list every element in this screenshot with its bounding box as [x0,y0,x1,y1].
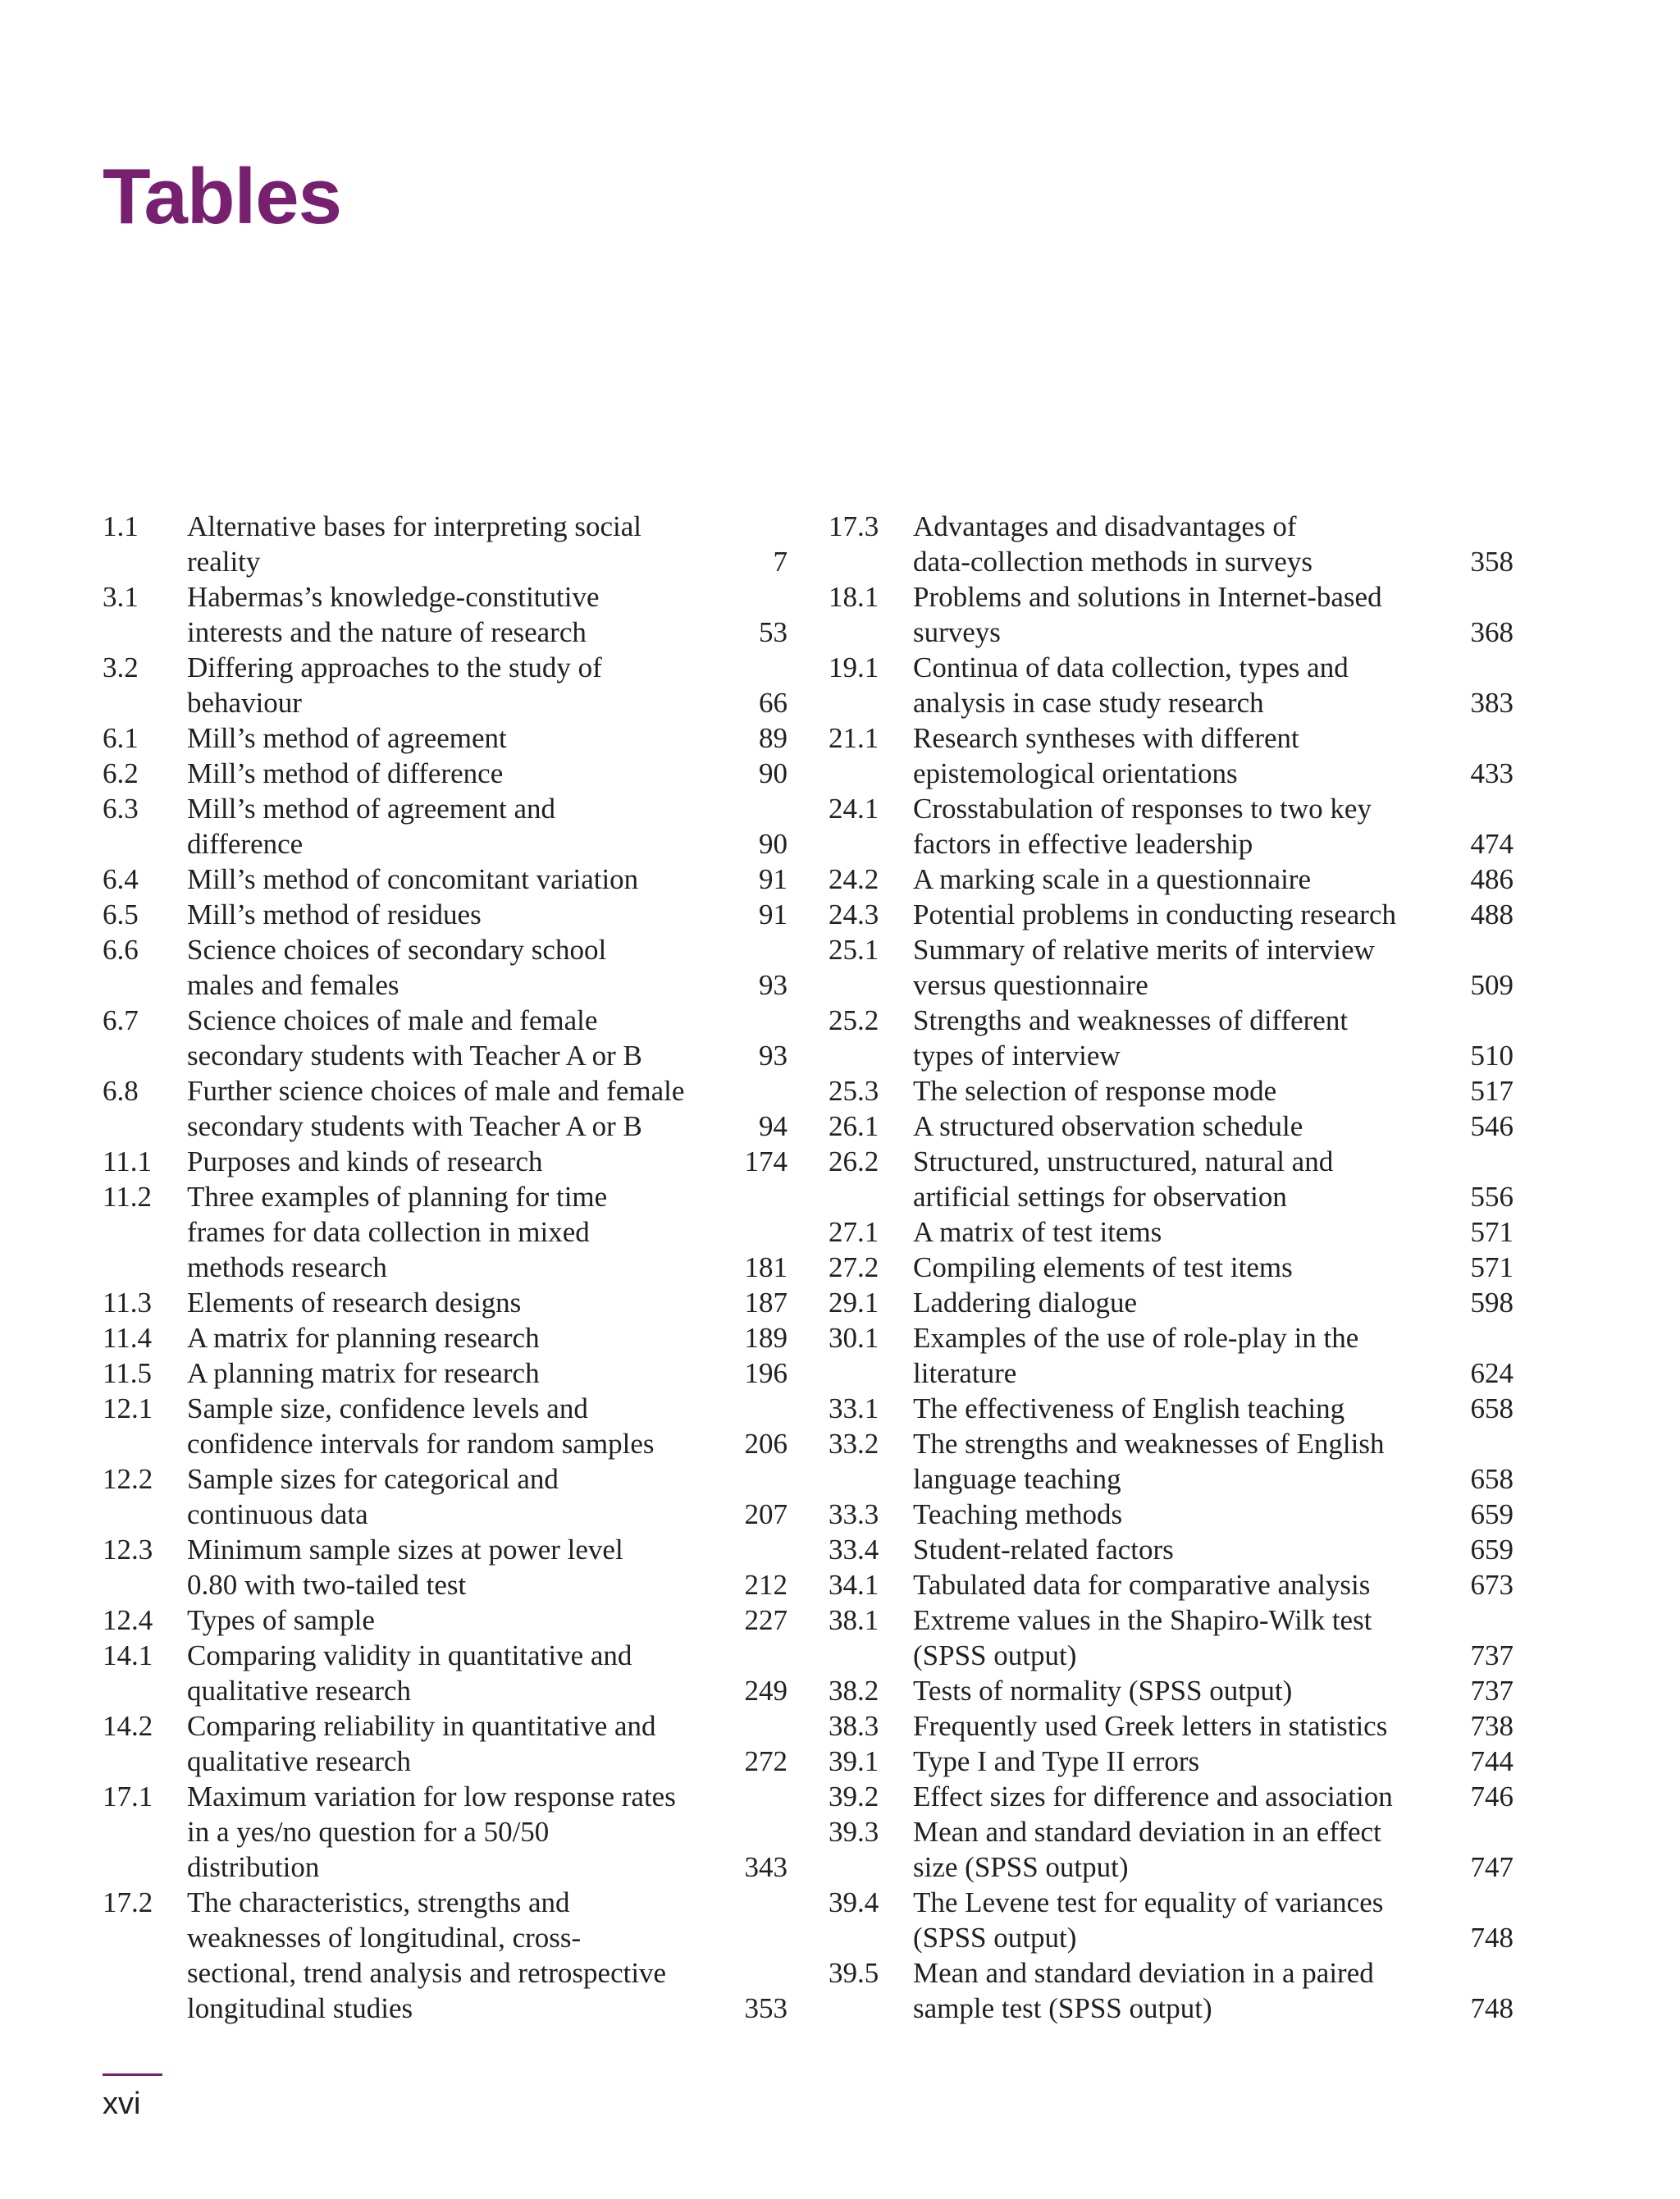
table-number: 33.1 [829,1392,879,1424]
toc-entry [103,720,788,756]
table-number: 6.3 [103,793,139,825]
page-ref: 90 [759,757,788,789]
table-number: 6.8 [103,1075,139,1107]
table-title-line: Comparing reliability in quantitative and [187,1710,656,1742]
toc-entry [829,862,1513,897]
table-number: 17.1 [103,1781,153,1813]
table-title-line: literature [913,1357,1017,1389]
page-ref: 358 [1470,546,1513,578]
table-title-line: A matrix of test items [913,1216,1162,1248]
page-ref: 353 [744,1992,788,2024]
toc-entry [829,1708,1513,1744]
page-ref: 206 [744,1428,788,1460]
table-number: 14.1 [103,1639,153,1671]
table-title-line: A structured observation schedule [913,1110,1303,1142]
table-title-line: Mill’s method of concomitant variation [187,863,639,895]
table-title-line: data-collection methods in surveys [913,546,1312,578]
table-number: 11.5 [103,1357,152,1389]
toc-entry [103,1602,788,1638]
toc-entry [829,1285,1513,1320]
table-title-line: analysis in case study research [913,687,1264,719]
table-title-line: Tests of normality (SPSS output) [913,1675,1293,1707]
page-ref: 673 [1470,1569,1513,1601]
page-ref: 510 [1470,1040,1513,1072]
page-ref: 212 [744,1569,788,1601]
toc-entry [103,1356,788,1391]
page-ref: 659 [1470,1498,1513,1530]
table-number: 6.4 [103,863,139,895]
toc-entry [103,1885,788,2026]
table-title-line: Extreme values in the Shapiro-Wilk test [913,1604,1372,1636]
table-title-line: epistemological orientations [913,757,1238,789]
table-title-line: Frequently used Greek letters in statistics [913,1710,1388,1742]
toc-entry [103,756,788,791]
toc-entry [829,1814,1513,1885]
page-ref: 53 [759,616,788,648]
table-title-line: language teaching [913,1463,1121,1495]
page-ref: 249 [744,1675,788,1707]
table-title-line: secondary students with Teacher A or B [187,1040,642,1072]
table-title-line: Elements of research designs [187,1287,522,1319]
toc-entry [103,897,788,932]
toc-entry [829,1391,1513,1426]
table-title-line: Alternative bases for interpreting social [187,510,641,542]
page-ref: 737 [1470,1675,1513,1707]
table-list-left-column [103,509,788,2026]
toc-entry [829,1214,1513,1250]
table-title-line: factors in effective leadership [913,828,1253,860]
page-title: Tables [103,153,341,240]
table-title-line: Sample size, confidence levels and [187,1392,588,1424]
table-title-line: The characteristics, strengths and [187,1886,570,1918]
table-number: 3.2 [103,651,139,683]
toc-entry [829,1073,1513,1109]
table-number: 17.2 [103,1886,153,1918]
table-title-line: Student-related factors [913,1534,1174,1566]
page-ref: 91 [759,898,788,930]
table-number: 19.1 [829,651,879,683]
toc-entry [829,1320,1513,1391]
table-number: 1.1 [103,510,139,542]
table-title-line: sectional, trend analysis and retrospective [187,1957,667,1989]
page-ref: 571 [1470,1216,1513,1248]
page-ref: 509 [1470,969,1513,1001]
table-title-line: Mill’s method of residues [187,898,482,930]
table-title-line: qualitative research [187,1745,412,1777]
page-ref: 272 [744,1745,788,1777]
table-title-line: Minimum sample sizes at power level [187,1534,623,1566]
table-title-line: 0.80 with two-tailed test [187,1569,467,1601]
page-ref: 91 [759,863,788,895]
table-number: 25.1 [829,934,879,966]
table-title-line: reality [187,546,261,578]
table-title-line: interests and the nature of research [187,616,587,648]
table-number: 25.3 [829,1075,879,1107]
table-title-line: Types of sample [187,1604,375,1636]
page-ref: 343 [744,1851,788,1883]
table-number: 39.5 [829,1957,879,1989]
table-number: 38.3 [829,1710,879,1742]
page-ref: 598 [1470,1287,1513,1319]
table-title-line: (SPSS output) [913,1922,1077,1954]
table-title-line: Maximum variation for low response rates [187,1781,676,1813]
toc-entry [103,1320,788,1356]
page-ref: 368 [1470,616,1513,648]
table-number: 12.3 [103,1534,153,1566]
page-ref: 433 [1470,757,1513,789]
toc-entry [829,1885,1513,1955]
table-title-line: The selection of response mode [913,1075,1277,1107]
table-title-line: Teaching methods [913,1498,1123,1530]
page-ref: 174 [744,1145,788,1177]
table-title-line: Problems and solutions in Internet-based [913,581,1382,613]
table-number: 17.3 [829,510,879,542]
table-title-line: A planning matrix for research [187,1357,540,1389]
table-title-line: surveys [913,616,1001,648]
toc-entry [103,579,788,650]
page-ref: 624 [1470,1357,1513,1389]
toc-entry [829,791,1513,862]
table-number: 26.1 [829,1110,879,1142]
toc-entry [829,1497,1513,1532]
table-title-line: behaviour [187,687,302,719]
page-ref: 93 [759,1040,788,1072]
table-number: 12.2 [103,1463,153,1495]
page-ref: 181 [744,1251,788,1283]
table-number: 25.2 [829,1004,879,1036]
toc-entry [829,1532,1513,1567]
toc-entry [829,650,1513,720]
toc-entry [829,720,1513,791]
table-title-line: distribution [187,1851,320,1883]
table-title-line: Sample sizes for categorical and [187,1463,559,1495]
table-title-line: Potential problems in conducting research [913,898,1397,930]
page-ref: 747 [1470,1851,1513,1883]
table-title-line: The Levene test for equality of variances [913,1886,1384,1918]
toc-entry [829,1426,1513,1497]
page-ref: 89 [759,722,788,754]
table-title-line: (SPSS output) [913,1639,1077,1671]
table-title-line: secondary students with Teacher A or B [187,1110,642,1142]
table-number: 12.4 [103,1604,153,1636]
toc-entry [103,1073,788,1144]
toc-entry [103,1144,788,1179]
page-ref: 189 [744,1322,788,1354]
page-ref: 748 [1470,1992,1513,2024]
table-number: 6.1 [103,722,139,754]
toc-entry [103,791,788,862]
toc-entry [829,1109,1513,1144]
page-ref: 746 [1470,1781,1513,1813]
page-ref: 383 [1470,687,1513,719]
toc-entry [829,1250,1513,1285]
page-ref: 474 [1470,828,1513,860]
table-number: 24.1 [829,793,879,825]
page-ref: 187 [744,1287,788,1319]
toc-entry [103,650,788,720]
page-ref: 658 [1470,1463,1513,1495]
toc-entry [103,932,788,1003]
table-title-line: A marking scale in a questionnaire [913,863,1311,895]
table-title-line: Differing approaches to the study of [187,651,602,683]
table-title-line: continuous data [187,1498,368,1530]
toc-entry [103,509,788,579]
toc-entry [829,1744,1513,1779]
table-title-line: sample test (SPSS output) [913,1992,1212,2024]
page-ref: 658 [1470,1392,1513,1424]
table-number: 6.5 [103,898,139,930]
table-title-line: males and females [187,969,399,1001]
footer-rule [103,2073,162,2076]
toc-entry [103,862,788,897]
toc-entry [829,1567,1513,1602]
page-ref: 748 [1470,1922,1513,1954]
table-title-line: difference [187,828,304,860]
table-title-line: Further science choices of male and female [187,1075,685,1107]
toc-entry [103,1532,788,1602]
table-title-line: Type I and Type II errors [913,1745,1200,1777]
toc-entry [103,1285,788,1320]
page-ref: 659 [1470,1534,1513,1566]
table-title-line: The strengths and weaknesses of English [913,1428,1385,1460]
table-number: 11.2 [103,1181,152,1213]
table-title-line: Structured, unstructured, natural and [913,1145,1334,1177]
page-ref: 737 [1470,1639,1513,1671]
toc-entry [103,1391,788,1461]
page-ref: 196 [744,1357,788,1389]
toc-entry [103,1461,788,1532]
table-title-line: artificial settings for observation [913,1181,1287,1213]
toc-entry [829,1955,1513,2026]
page-ref: 744 [1470,1745,1513,1777]
table-title-line: Strengths and weaknesses of different [913,1004,1349,1036]
table-number: 11.1 [103,1145,152,1177]
toc-entry [103,1003,788,1073]
table-number: 38.1 [829,1604,879,1636]
table-title-line: Continua of data collection, types and [913,651,1349,683]
table-number: 12.1 [103,1392,153,1424]
table-number: 30.1 [829,1322,879,1354]
page-ref: 93 [759,969,788,1001]
table-title-line: Science choices of secondary school [187,934,607,966]
table-title-line: Examples of the use of role-play in the [913,1322,1359,1354]
table-number: 39.1 [829,1745,879,1777]
table-title-line: The effectiveness of English teaching [913,1392,1345,1424]
table-number: 33.4 [829,1534,879,1566]
toc-entry [829,1003,1513,1073]
page-ref: 94 [759,1110,788,1142]
table-title-line: frames for data collection in mixed [187,1216,590,1248]
page-ref: 66 [759,687,788,719]
table-title-line: methods research [187,1251,387,1283]
table-title-line: Mean and standard deviation in an effect [913,1816,1381,1848]
page-ref: 571 [1470,1251,1513,1283]
table-number: 27.2 [829,1251,879,1283]
table-number: 26.2 [829,1145,879,1177]
table-number: 6.6 [103,934,139,966]
table-number: 14.2 [103,1710,153,1742]
table-title-line: Three examples of planning for time [187,1181,608,1213]
table-title-line: Mill’s method of agreement and [187,793,556,825]
table-number: 34.1 [829,1569,879,1601]
page-ref: 207 [744,1498,788,1530]
table-title-line: Purposes and kinds of research [187,1145,543,1177]
table-title-line: qualitative research [187,1675,412,1707]
table-number: 11.4 [103,1322,152,1354]
toc-entry [829,1144,1513,1214]
page-ref: 546 [1470,1110,1513,1142]
page-ref: 486 [1470,863,1513,895]
table-number: 6.2 [103,757,139,789]
table-title-line: Crosstabulation of responses to two key [913,793,1372,825]
toc-entry [829,932,1513,1003]
table-number: 38.2 [829,1675,879,1707]
table-number: 6.7 [103,1004,139,1036]
table-number: 24.3 [829,898,879,930]
table-number: 33.3 [829,1498,879,1530]
toc-entry [829,1779,1513,1814]
table-number: 33.2 [829,1428,879,1460]
table-number: 24.2 [829,863,879,895]
toc-entry [829,897,1513,932]
page-ref: 227 [744,1604,788,1636]
page-ref: 90 [759,828,788,860]
table-number: 39.3 [829,1816,879,1848]
table-title-line: size (SPSS output) [913,1851,1129,1883]
table-title-line: longitudinal studies [187,1992,413,2024]
table-title-line: Habermas’s knowledge-constitutive [187,581,600,613]
table-title-line: Science choices of male and female [187,1004,598,1036]
table-title-line: in a yes/no question for a 50/50 [187,1816,550,1848]
table-list-right-column [829,509,1513,2026]
table-number: 21.1 [829,722,879,754]
toc-entry [829,579,1513,650]
toc-entry [829,1673,1513,1708]
table-title-line: Mill’s method of agreement [187,722,507,754]
table-title-line: Summary of relative merits of interview [913,934,1375,966]
page-ref: 738 [1470,1710,1513,1742]
page-ref: 556 [1470,1181,1513,1213]
table-number: 3.1 [103,581,139,613]
table-title-line: types of interview [913,1040,1121,1072]
toc-entry [103,1179,788,1285]
table-title-line: Laddering dialogue [913,1287,1138,1319]
page-ref: 488 [1470,898,1513,930]
table-title-line: weaknesses of longitudinal, cross- [187,1922,582,1954]
table-number: 11.3 [103,1287,152,1319]
table-title-line: Effect sizes for difference and association [913,1781,1393,1813]
table-title-line: confidence intervals for random samples [187,1428,655,1460]
page-ref: 7 [773,546,788,578]
table-title-line: Advantages and disadvantages of [913,510,1297,542]
table-title-line: Comparing validity in quantitative and [187,1639,632,1671]
table-number: 39.2 [829,1781,879,1813]
table-title-line: Mean and standard deviation in a paired [913,1957,1374,1989]
table-number: 39.4 [829,1886,879,1918]
page-number: xvi [103,2087,141,2121]
toc-entry [103,1779,788,1885]
toc-entry [103,1708,788,1779]
table-number: 29.1 [829,1287,879,1319]
toc-entry [829,509,1513,579]
table-title-line: A matrix for planning research [187,1322,540,1354]
table-title-line: Tabulated data for comparative analysis [913,1569,1371,1601]
toc-entry [103,1638,788,1708]
table-title-line: versus questionnaire [913,969,1148,1001]
page-ref: 517 [1470,1075,1513,1107]
toc-entry [829,1602,1513,1673]
table-number: 27.1 [829,1216,879,1248]
table-title-line: Mill’s method of difference [187,757,504,789]
table-title-line: Compiling elements of test items [913,1251,1293,1283]
table-title-line: Research syntheses with different [913,722,1299,754]
table-number: 18.1 [829,581,879,613]
